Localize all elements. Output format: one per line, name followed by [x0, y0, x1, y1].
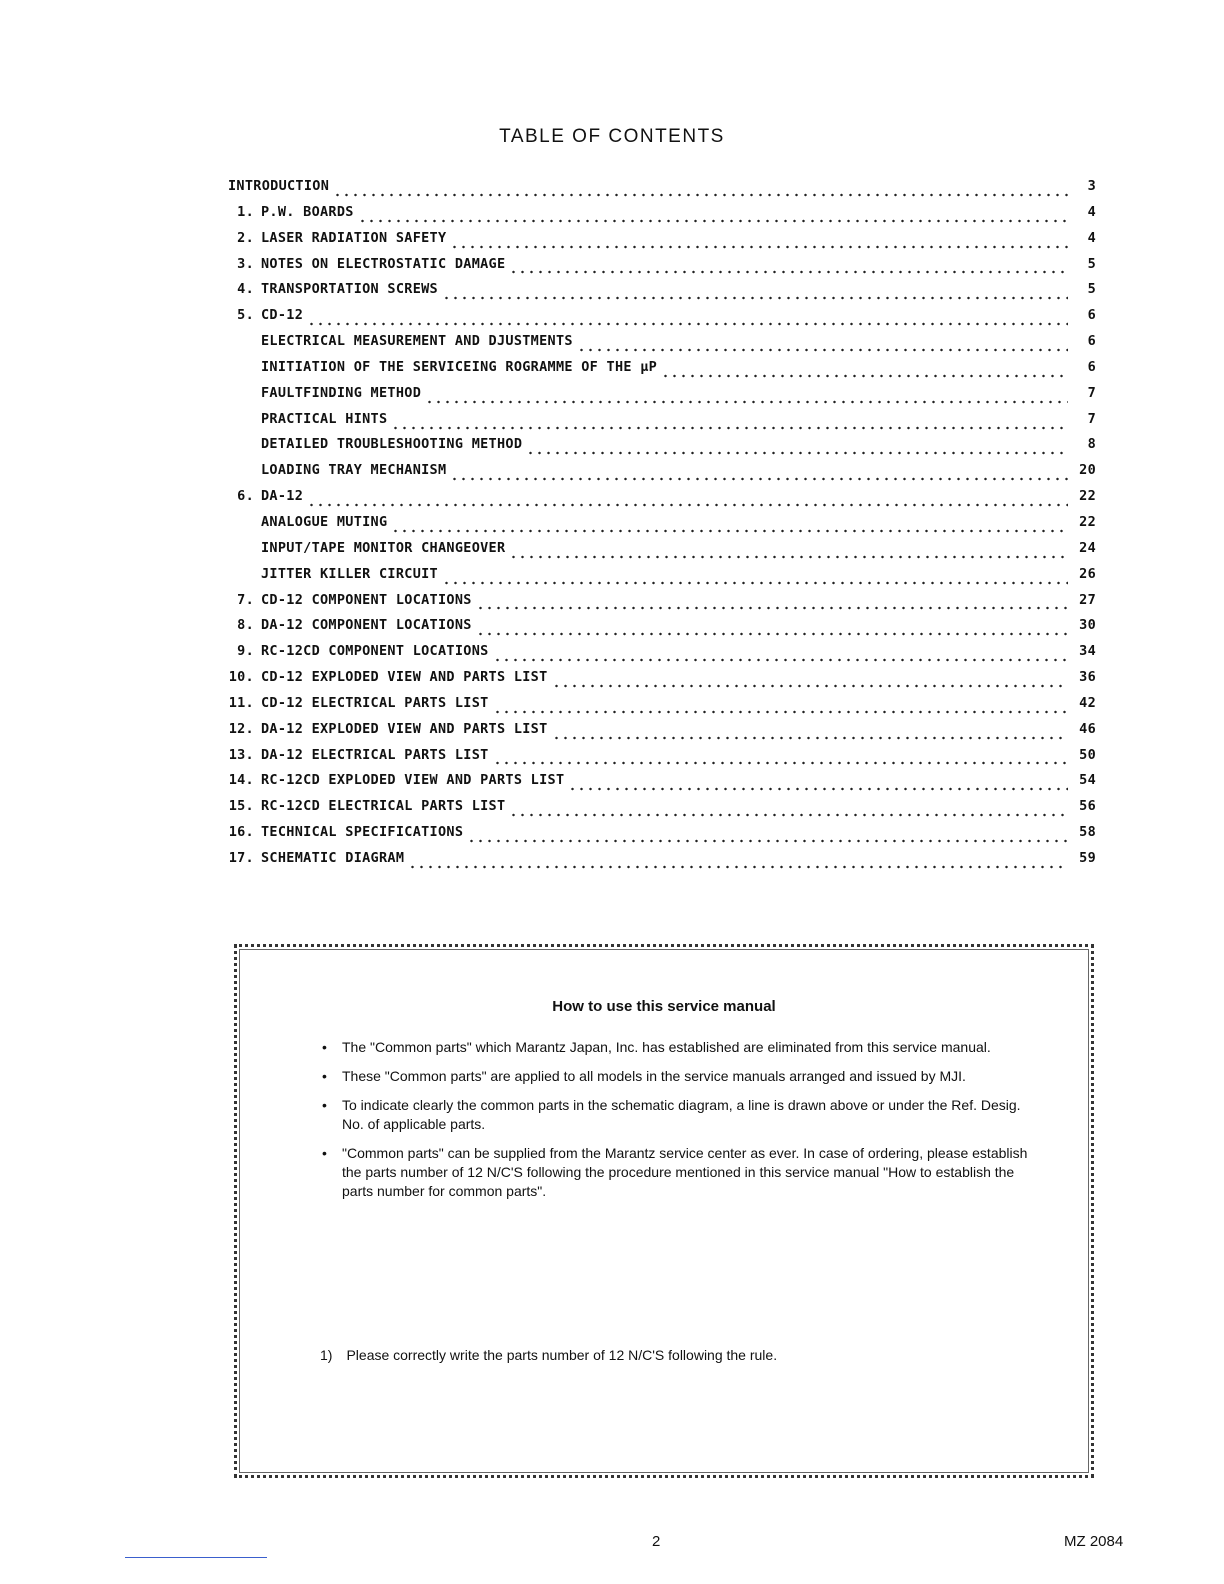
- toc-entry: [228, 307, 1096, 333]
- toc-entry: [228, 592, 1096, 618]
- toc-entry-number: 1.: [237, 203, 254, 220]
- toc-entry: [228, 333, 1096, 359]
- toc-entry: [228, 643, 1096, 669]
- toc-entry-page: 30: [1079, 617, 1096, 634]
- toc-entry-number: 2.: [237, 229, 254, 246]
- toc-entry: [228, 385, 1096, 411]
- toc-entry-number: 17.: [228, 849, 254, 866]
- toc-entry: [228, 462, 1096, 488]
- toc-entry-label: INITIATION OF THE SERVICEING ROGRAMME OF THE μP: [261, 358, 658, 375]
- toc-entry: [228, 617, 1096, 643]
- toc-entry-label: DA-12: [261, 488, 304, 505]
- toc-entry-number: 3.: [237, 255, 254, 272]
- toc-leader-dots: [577, 340, 1068, 352]
- toc-entry-page: 27: [1079, 591, 1096, 608]
- howto-note: [320, 1347, 777, 1363]
- howto-list: [322, 1038, 1032, 1211]
- toc-entry-page: 6: [1087, 307, 1096, 324]
- toc-entry-label: CD-12 ELECTRICAL PARTS LIST: [261, 694, 489, 711]
- toc-entry-page: 59: [1079, 849, 1096, 866]
- toc-entry-label: LOADING TRAY MECHANISM: [261, 462, 447, 479]
- toc-entry-label: RC-12CD COMPONENT LOCATIONS: [261, 643, 489, 660]
- toc-leader-dots: [442, 573, 1068, 585]
- toc-entry-page: 5: [1087, 255, 1096, 272]
- toc-entry-number: 16.: [228, 824, 254, 841]
- toc-entry: [228, 230, 1096, 256]
- toc-entry-label: INTRODUCTION: [228, 178, 330, 194]
- toc-entry-page: 3: [1087, 178, 1096, 194]
- toc-entry: [228, 824, 1096, 850]
- toc-entry-number: 5.: [237, 307, 254, 324]
- toc-entry-label: ANALOGUE MUTING: [261, 513, 388, 530]
- toc-entry-label: P.W. BOARDS: [261, 203, 354, 220]
- toc-leader-dots: [509, 547, 1068, 559]
- toc-entry-label: TECHNICAL SPECIFICATIONS: [261, 824, 464, 841]
- toc-entry: [228, 359, 1096, 385]
- toc-leader-dots: [568, 779, 1068, 791]
- toc-entry-page: 42: [1079, 694, 1096, 711]
- toc-entry-page: 34: [1079, 643, 1096, 660]
- toc-entry: [228, 281, 1096, 307]
- toc-leader-dots: [408, 857, 1068, 869]
- howto-item: [322, 1038, 1032, 1057]
- toc-entry-page: 50: [1079, 746, 1096, 763]
- toc-entry-label: PRACTICAL HINTS: [261, 410, 388, 427]
- toc-entry-number: 6.: [237, 488, 254, 505]
- toc-leader-dots: [493, 753, 1068, 765]
- toc-entry: [228, 772, 1096, 798]
- toc-leader-dots: [450, 237, 1068, 249]
- toc-leader-dots: [509, 805, 1068, 817]
- toc-entry-page: 36: [1079, 669, 1096, 686]
- toc-entry-label: NOTES ON ELECTROSTATIC DAMAGE: [261, 255, 506, 272]
- toc-entry: [228, 721, 1096, 747]
- toc-entry-label: RC-12CD ELECTRICAL PARTS LIST: [261, 798, 506, 815]
- bullet-icon: •: [322, 1097, 327, 1113]
- toc-entry-number: 8.: [237, 617, 254, 634]
- footer-rule: [125, 1557, 267, 1558]
- toc-leader-dots: [467, 831, 1068, 843]
- toc-entry: [228, 256, 1096, 282]
- toc-entry-label: DETAILED TROUBLESHOOTING METHOD: [261, 436, 523, 453]
- toc-entry: [228, 798, 1096, 824]
- toc-entry-number: 14.: [228, 772, 254, 789]
- toc-leader-dots: [425, 392, 1068, 404]
- toc-entry-label: JITTER KILLER CIRCUIT: [261, 565, 438, 582]
- toc-entry-page: 26: [1079, 565, 1096, 582]
- howto-item-text: The "Common parts" which Marantz Japan, Inc. has established are eliminated from this service manual.: [342, 1039, 991, 1055]
- toc-entry-page: 7: [1087, 410, 1096, 427]
- howto-item: [322, 1067, 1032, 1086]
- toc-entry: [228, 695, 1096, 721]
- howto-box-border: [234, 944, 1094, 1478]
- toc-entry: [228, 669, 1096, 695]
- toc-entry: [228, 488, 1096, 514]
- table-of-contents: [228, 178, 1096, 876]
- toc-leader-dots: [552, 728, 1068, 740]
- toc-entry-page: 4: [1087, 229, 1096, 246]
- toc-leader-dots: [307, 314, 1068, 326]
- toc-entry-page: 5: [1087, 281, 1096, 298]
- page-number: 2: [652, 1533, 661, 1550]
- toc-leader-dots: [333, 185, 1068, 197]
- toc-entry-label: CD-12: [261, 307, 304, 324]
- howto-note-text: Please correctly write the parts number of 12 N/C'S following the rule.: [346, 1347, 778, 1363]
- toc-entry-label: LASER RADIATION SAFETY: [261, 229, 447, 246]
- toc-entry-page: 6: [1087, 333, 1096, 350]
- toc-entry-number: 10.: [228, 669, 254, 686]
- toc-entry-label: TRANSPORTATION SCREWS: [261, 281, 438, 298]
- toc-entry-page: 22: [1079, 513, 1096, 530]
- toc-leader-dots: [442, 288, 1068, 300]
- howto-item: [322, 1096, 1032, 1134]
- toc-entry-label: DA-12 COMPONENT LOCATIONS: [261, 617, 472, 634]
- toc-leader-dots: [661, 366, 1068, 378]
- page-title: TABLE OF CONTENTS: [499, 126, 725, 147]
- toc-entry-label: ELECTRICAL MEASUREMENT AND DJUSTMENTS: [261, 333, 573, 350]
- toc-leader-dots: [552, 676, 1068, 688]
- toc-entry-label: RC-12CD EXPLODED VIEW AND PARTS LIST: [261, 772, 565, 789]
- toc-entry-label: INPUT/TAPE MONITOR CHANGEOVER: [261, 539, 506, 556]
- toc-leader-dots: [493, 650, 1068, 662]
- toc-entry: [228, 178, 1096, 204]
- toc-entry-page: 7: [1087, 384, 1096, 401]
- toc-leader-dots: [450, 469, 1068, 481]
- toc-leader-dots: [391, 418, 1068, 430]
- howto-item-text: "Common parts" can be supplied from the Marantz service center as ever. In case of ordering, please establish the parts number of 12 N/C'S following the procedure mentioned in this service manual "How to establish the parts number for common parts".: [342, 1145, 1028, 1199]
- howto-item-text: To indicate clearly the common parts in the schematic diagram, a line is drawn above or under the Ref. Desig. No. of applicable parts.: [342, 1097, 1021, 1132]
- toc-leader-dots: [526, 443, 1068, 455]
- toc-entry-number: 13.: [228, 746, 254, 763]
- toc-entry: [228, 747, 1096, 773]
- toc-entry: [228, 514, 1096, 540]
- toc-leader-dots: [476, 624, 1068, 636]
- toc-entry-page: 58: [1079, 824, 1096, 841]
- toc-entry-label: DA-12 ELECTRICAL PARTS LIST: [261, 746, 489, 763]
- toc-entry-label: DA-12 EXPLODED VIEW AND PARTS LIST: [261, 720, 548, 737]
- toc-leader-dots: [493, 702, 1068, 714]
- howto-title: How to use this service manual: [552, 998, 776, 1015]
- toc-entry-label: CD-12 COMPONENT LOCATIONS: [261, 591, 472, 608]
- toc-entry: [228, 540, 1096, 566]
- toc-leader-dots: [509, 262, 1068, 274]
- toc-entry-label: FAULTFINDING METHOD: [261, 384, 422, 401]
- howto-item: [322, 1144, 1032, 1201]
- toc-entry-page: 6: [1087, 358, 1096, 375]
- toc-entry-page: 54: [1079, 772, 1096, 789]
- toc-entry-page: 46: [1079, 720, 1096, 737]
- toc-entry-page: 20: [1079, 462, 1096, 479]
- bullet-icon: •: [322, 1145, 327, 1161]
- bullet-icon: •: [322, 1068, 327, 1084]
- toc-entry-number: 4.: [237, 281, 254, 298]
- toc-leader-dots: [307, 495, 1068, 507]
- toc-entry-page: 22: [1079, 488, 1096, 505]
- toc-entry-number: 9.: [237, 643, 254, 660]
- toc-entry-number: 12.: [228, 720, 254, 737]
- toc-entry: [228, 566, 1096, 592]
- howto-item-text: These "Common parts" are applied to all models in the service manuals arranged and issued by MJI.: [342, 1068, 966, 1084]
- toc-entry-page: 56: [1079, 798, 1096, 815]
- toc-entry-label: CD-12 EXPLODED VIEW AND PARTS LIST: [261, 669, 548, 686]
- toc-entry-number: 15.: [228, 798, 254, 815]
- toc-leader-dots: [358, 211, 1068, 223]
- document-code: MZ 2084: [1064, 1533, 1124, 1550]
- toc-entry: [228, 204, 1096, 230]
- toc-entry-label: SCHEMATIC DIAGRAM: [261, 849, 405, 866]
- toc-entry-page: 4: [1087, 203, 1096, 220]
- toc-entry-number: 7.: [237, 591, 254, 608]
- toc-entry-page: 8: [1087, 436, 1096, 453]
- toc-entry: [228, 436, 1096, 462]
- toc-leader-dots: [476, 598, 1068, 610]
- howto-note-number: 1): [320, 1347, 333, 1363]
- toc-entry: [228, 850, 1096, 876]
- toc-entry-page: 24: [1079, 539, 1096, 556]
- toc-leader-dots: [391, 521, 1068, 533]
- toc-entry: [228, 411, 1096, 437]
- toc-entry-number: 11.: [228, 694, 254, 711]
- bullet-icon: •: [322, 1039, 327, 1055]
